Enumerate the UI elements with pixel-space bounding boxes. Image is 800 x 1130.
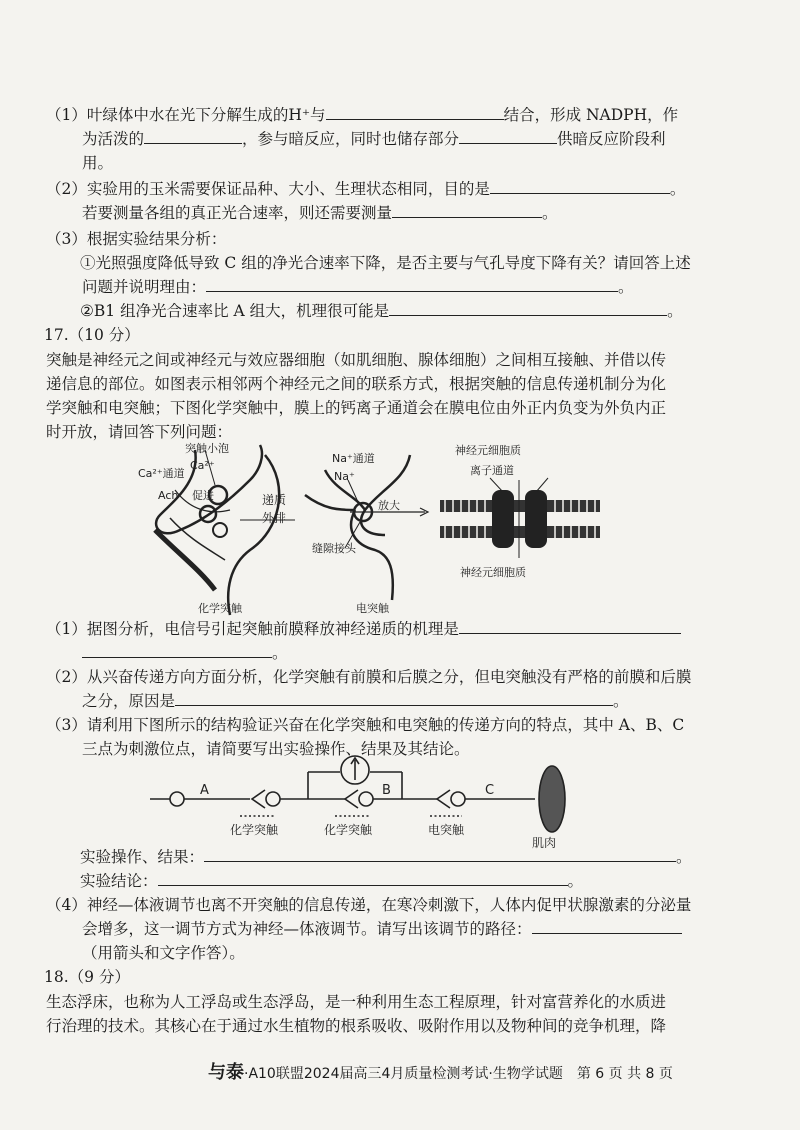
label-calcium-channel: Ca²⁺通道: [138, 467, 185, 480]
q16-part1-line3: 用。: [82, 154, 114, 172]
q17-intro-line4: 时开放，请回答下列问题：: [46, 423, 233, 441]
answer-blank[interactable]: [490, 178, 670, 194]
answer-blank[interactable]: [532, 918, 682, 934]
label-exocytosis: 外排: [262, 511, 287, 525]
neuron-chain-figure: [140, 752, 620, 852]
label-calcium-ion: Ca²⁺: [190, 459, 215, 472]
q17-intro-line1: 突触是神经元之间或神经元与效应器细胞（如肌细胞、腺体细胞）之间相互接触、并借以传: [46, 351, 667, 369]
text: 。: [618, 278, 634, 296]
label-gap-junction: 缝隙接头: [312, 542, 356, 555]
text: （1）据图分析，电信号引起突触前膜释放神经递质的机理是: [46, 620, 459, 638]
answer-blank[interactable]: [175, 690, 613, 706]
label-cytoplasm-top: 神经元细胞质: [455, 444, 521, 457]
q17-part4-line2: [82, 918, 800, 940]
text: 。: [272, 644, 288, 662]
q17-part4-line3: （用箭头和文字作答）。: [82, 944, 245, 962]
answer-blank[interactable]: [459, 128, 557, 144]
q17-part1-line1: [46, 618, 766, 640]
stimulus-point-c: C: [485, 783, 495, 798]
q16-part2-line2: [82, 202, 800, 224]
membrane-detail-diagram: [440, 478, 600, 558]
text: 。: [567, 872, 584, 890]
text: ②B1 组净光合速率比 A 组大，机理很可能是: [80, 302, 390, 320]
text: 会增多，这一调节方式为神经—体液调节。请写出该调节的路径：: [82, 920, 532, 938]
q17-conclusion-line: [80, 870, 800, 892]
caption-chemical-synapse: 化学突触: [198, 602, 242, 615]
stimulus-point-b: B: [382, 783, 391, 798]
q18-line1: 生态浮床，也称为人工浮岛或生态浮岛，是一种利用生态工程原理，针对富营养化的水质进: [46, 993, 667, 1011]
q16-part3-line4: [80, 300, 800, 322]
q17-part3-line2: 三点为刺激位点，请简要写出实验操作、结果及其结论。: [82, 740, 470, 758]
q17-intro-line3: 学突触和电突触；下图化学突触中，膜上的钙离子通道会在膜电位由外正内负变为外负内正: [46, 399, 667, 417]
q17-operation-line: [80, 846, 800, 868]
answer-blank[interactable]: [326, 104, 504, 120]
label-ach: Ach: [158, 489, 179, 502]
answer-blank[interactable]: [459, 618, 681, 634]
q17-part2-line2: [82, 690, 800, 712]
label-amplify: 放大: [378, 499, 400, 512]
text: 之分，原因是: [82, 692, 176, 710]
text: 。: [542, 204, 558, 222]
q16-part3-line2: ①光照强度降低导致 C 组的净光合速率下降，是否主要与气孔导度下降有关？请回答上述: [80, 254, 691, 272]
publisher-logo: 与泰: [208, 1062, 244, 1083]
q16-part1-line1: [46, 104, 766, 126]
text: 实验结论：: [80, 872, 158, 890]
stimulus-point-a: A: [200, 783, 209, 798]
label-chemical-synapse-2: 化学突触: [324, 823, 373, 837]
q17-part4-line1: （4）神经—体液调节也离不开突触的信息传递，在寒冷刺激下，人体内促甲状腺激素的分泌量: [46, 896, 692, 914]
label-electrical-synapse: 电突触: [428, 823, 465, 837]
label-ion-channel: 离子通道: [470, 464, 514, 477]
q16-part1-line2: [82, 128, 800, 150]
q16-part2-line1: [46, 178, 766, 200]
page-footer: [208, 1058, 673, 1084]
caption-electrical-synapse: 电突触: [356, 602, 389, 615]
answer-blank[interactable]: [392, 202, 542, 218]
text: 实验操作、结果：: [80, 848, 205, 866]
q18-header: 18.（9 分）: [44, 968, 130, 986]
answer-blank[interactable]: [206, 276, 618, 292]
text: 。: [676, 848, 692, 866]
footer-text: ·A10联盟2024届高三4月质量检测考试·生物学试题 第 6 页 共 8 页: [244, 1066, 673, 1082]
q18-line2: 行治理的技术。其核心在于通过水生植物的根系吸收、吸附作用以及物种间的竞争机理，降: [46, 1017, 667, 1035]
text: ，参与暗反应，同时也储存部分: [242, 130, 460, 148]
label-cytoplasm-bottom: 神经元细胞质: [460, 566, 526, 579]
text: 。: [669, 180, 686, 198]
q17-intro-line2: 递信息的部位。如图表示相邻两个神经元之间的联系方式，根据突触的信息传递机制分为化: [46, 375, 667, 393]
electrical-synapse-diagram: [305, 455, 428, 600]
label-sodium-channel: Na⁺通道: [332, 452, 375, 465]
text: 。: [613, 692, 629, 710]
text: 若要测量各组的真正光合速率，则还需要测量: [82, 204, 393, 222]
text: 结合，形成 NADPH，作: [503, 106, 679, 124]
answer-blank[interactable]: [389, 300, 667, 316]
q16-part3-line1: （3）根据实验结果分析：: [46, 230, 227, 248]
label-chemical-synapse-1: 化学突触: [230, 823, 279, 837]
answer-blank[interactable]: [82, 642, 272, 658]
text: （1）叶绿体中水在光下分解生成的H⁺与: [46, 106, 326, 124]
label-sodium-ion: Na⁺: [334, 470, 355, 483]
label-transmitter: 递质: [262, 493, 287, 507]
q17-part2-line1: （2）从兴奋传递方向方面分析，化学突触有前膜和后膜之分，但电突触没有严格的前膜和后膜: [46, 668, 692, 686]
q16-part3-line3: [82, 276, 800, 298]
answer-blank[interactable]: [204, 846, 676, 862]
text: （2）实验用的玉米需要保证品种、大小、生理状态相同，目的是: [46, 180, 490, 198]
label-promote: 促进: [192, 489, 214, 502]
label-muscle: 肌肉: [532, 836, 557, 850]
q17-part3-line1: （3）请利用下图所示的结构验证兴奋在化学突触和电突触的传递方向的特点，其中 A、B、C: [46, 716, 685, 734]
synapse-figure: [120, 440, 700, 620]
text: 。: [667, 302, 683, 320]
answer-blank[interactable]: [144, 128, 242, 144]
q17-header: 17.（10 分）: [44, 326, 140, 344]
text: 供暗反应阶段利: [557, 130, 666, 148]
answer-blank[interactable]: [158, 870, 568, 886]
q17-part1-line2: [82, 642, 800, 664]
text: 问题并说明理由：: [82, 278, 207, 296]
label-synaptic-vesicle: 突触小泡: [185, 442, 229, 455]
text: 为活泼的: [82, 130, 145, 148]
